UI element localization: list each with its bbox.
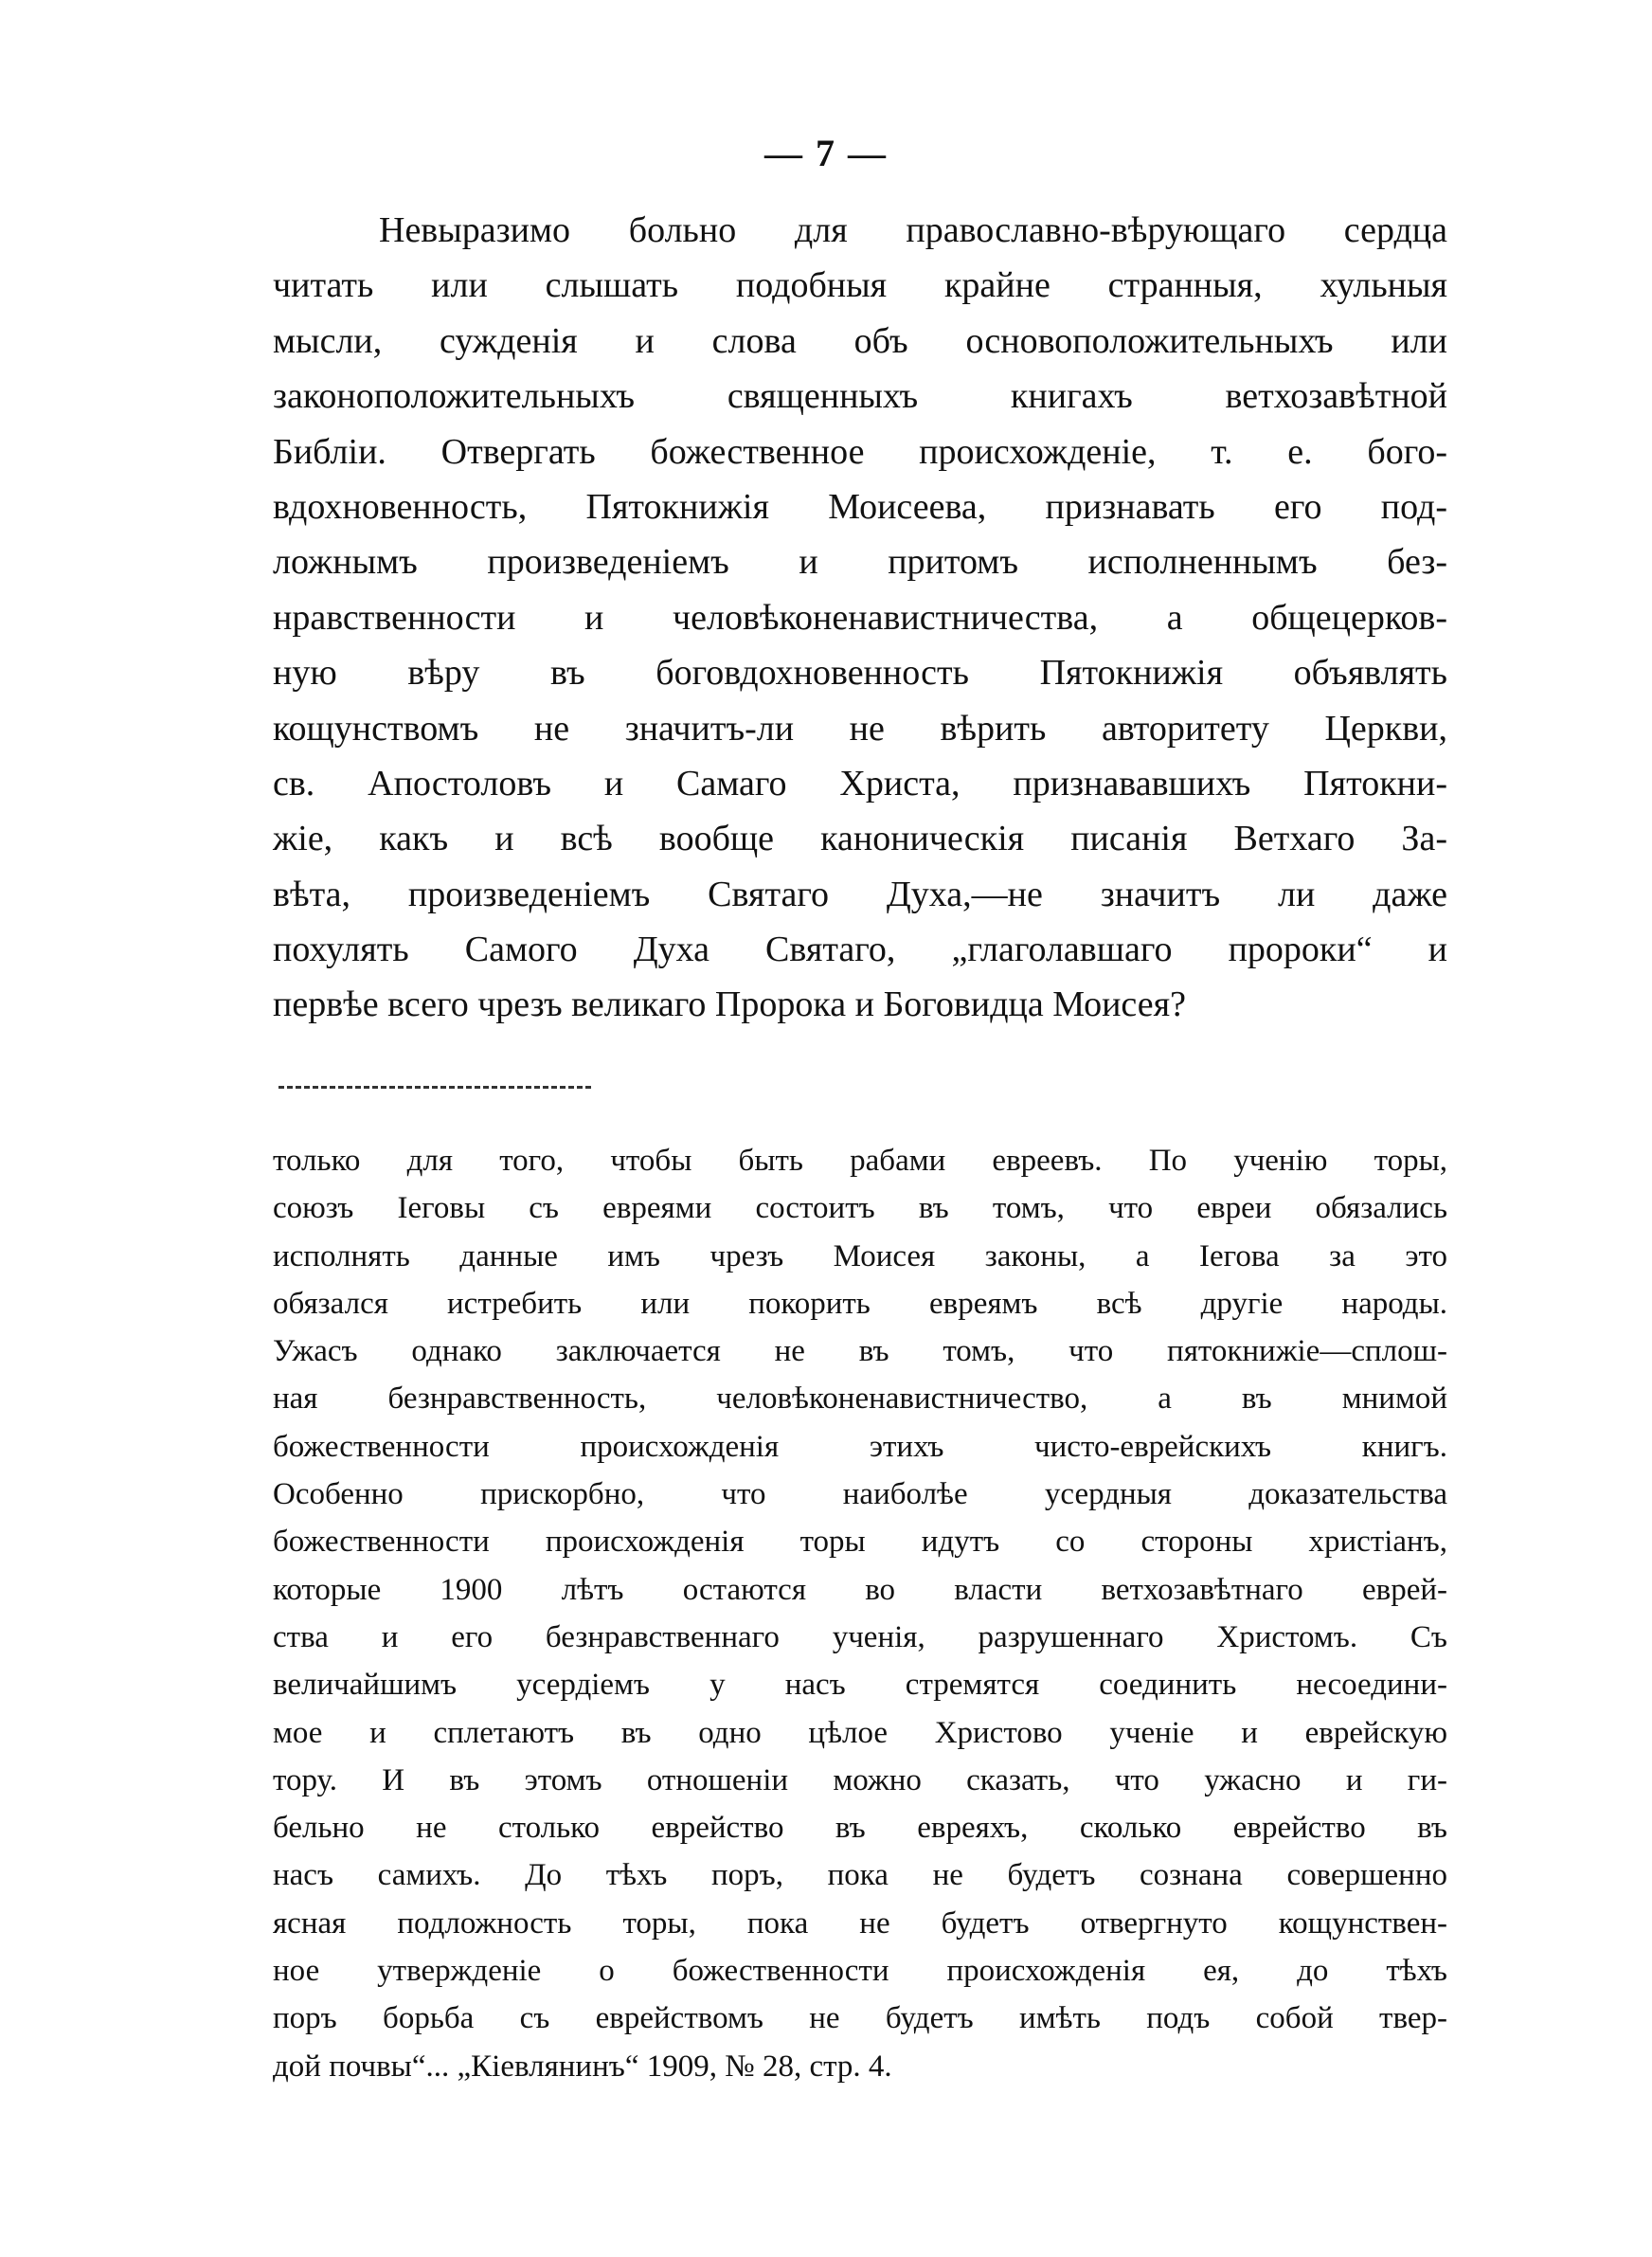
main-text-line: жіе, какъ и всѣ вообще каноническія писанія Ветхаго За- — [273, 819, 1447, 859]
main-text-line: Библіи. Отвергать божественное происхожденіе, т. е. бого- — [273, 431, 1447, 472]
footnote-line: которые 1900 лѣтъ остаются во власти ветхозавѣтнаго еврей- — [273, 1572, 1447, 1607]
main-text-line: мысли, сужденія и слова объ основоположительныхъ или — [273, 320, 1447, 361]
main-text-line: законоположительныхъ священныхъ книгахъ ветхозавѣтной — [273, 376, 1447, 417]
main-text-line: кощунствомъ не значитъ-ли не вѣрить авторитету Церкви, — [273, 708, 1447, 749]
main-text-line: ную вѣру въ боговдохновенность Пятокнижія объявлять — [273, 653, 1447, 694]
main-text-line: первѣе всего чрезъ великаго Пророка и Боговидца Моисея? — [273, 984, 1186, 1025]
footnote-line: только для того, чтобы быть рабами евреевъ. По ученію торы, — [273, 1144, 1447, 1178]
footnote-line: ное утвержденіе о божественности происхожденія ея, до тѣхъ — [273, 1954, 1447, 1989]
main-text-line: ложнымъ произведеніемъ и притомъ исполненнымъ без- — [273, 542, 1447, 583]
footnote-line: божественности происхожденія этихъ чисто-еврейскихъ книгъ. — [273, 1429, 1447, 1464]
footnote-line: божественности происхожденія торы идутъ со стороны христіанъ, — [273, 1525, 1447, 1560]
footnote-separator — [278, 1086, 591, 1089]
main-text-line: читать или слышать подобныя крайне странныя, хульныя — [273, 265, 1447, 306]
footnote-line: дой почвы“... „Кіевлянинъ“ 1909, № 28, стр. 4. — [273, 2049, 892, 2084]
footnote-line: ясная подложность торы, пока не будетъ отвергнуто кощунствен- — [273, 1905, 1447, 1941]
main-text-line: нравственности и человѣконенавистничества, а общецерков- — [273, 597, 1447, 638]
main-paragraph — [273, 203, 1447, 1033]
footnote-line: обязался истребить или покорить евреямъ всѣ другіе народы. — [273, 1286, 1447, 1321]
footnote-line: союзъ Іеговы съ евреями состоитъ въ томъ, что евреи обязались — [273, 1191, 1447, 1226]
footnote-line: исполнять данные имъ чрезъ Моисея законы, а Іегова за это — [273, 1238, 1447, 1273]
footnote-line: мое и сплетаютъ въ одно цѣлое Христово ученіе и еврейскую — [273, 1715, 1447, 1750]
footnote-line: Особенно прискорбно, что наиболѣе усердныя доказательства — [273, 1477, 1447, 1512]
footnote-line: ства и его безнравственнаго ученія, разрушеннаго Христомъ. Съ — [273, 1619, 1447, 1654]
footnote-line: бельно не столько еврейство въ евреяхъ, сколько еврейство въ — [273, 1811, 1447, 1846]
footnote-line: тору. И въ этомъ отношеніи можно сказать, что ужасно и ги- — [273, 1762, 1447, 1797]
footnote-line: поръ борьба съ еврействомъ не будетъ имѣть подъ собой твер- — [273, 2001, 1447, 2036]
footnote-line: ная безнравственность, человѣконенавистничество, а въ мнимой — [273, 1381, 1447, 1417]
main-text-line: Невыразимо больно для православно-вѣрующаго сердца — [379, 210, 1447, 250]
footnote-line: Ужасъ однако заключается не въ томъ, что пятокнижіе—сплош- — [273, 1334, 1447, 1369]
page-number: — 7 — — [764, 132, 888, 174]
footnote-line: величайшимъ усердіемъ у насъ стремятся соединить несоедини- — [273, 1668, 1447, 1703]
main-text-line: похулять Самого Духа Святаго, „глаголавшаго пророки“ и — [273, 930, 1447, 970]
footnote-paragraph — [273, 1137, 1447, 2090]
main-text-line: св. Апостоловъ и Самаго Христа, признававшихъ Пятокни- — [273, 763, 1447, 803]
main-text-line: вдохновенность, Пятокнижія Моисеева, признавать его под- — [273, 486, 1447, 527]
main-text-line: вѣта, произведеніемъ Святаго Духа,—не значитъ ли даже — [273, 874, 1447, 914]
footnote-line: насъ самихъ. До тѣхъ поръ, пока не будетъ сознана совершенно — [273, 1858, 1447, 1893]
